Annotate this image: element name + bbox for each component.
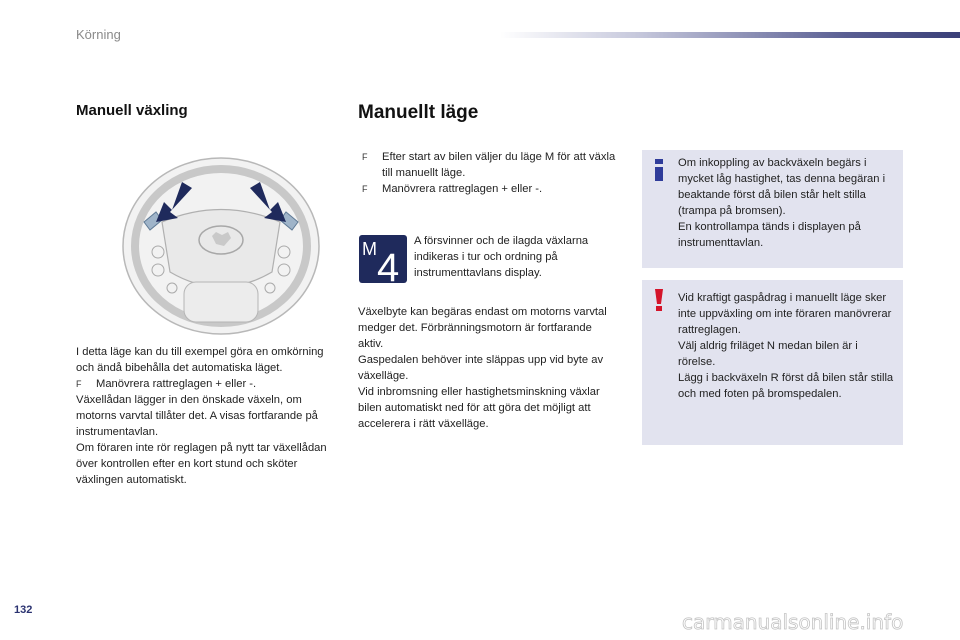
bullet-mark: F: [362, 184, 368, 194]
header-gradient-bar: [500, 32, 960, 38]
bullet-text: Efter start av bilen väljer du läge M för att växla till manuellt läge.: [382, 151, 616, 179]
paragraph: Växelbyte kan begäras endast om motorns varvtal medger det. Förbränningsmotorn är fortfarande aktiv.: [358, 306, 607, 350]
paragraph: Gaspedalen behöver inte släppas upp vid byte av växelläge.: [358, 354, 604, 382]
display-mode-letter: M: [362, 239, 377, 259]
warning-paragraph: Lägg i backväxeln R först då bilen står stilla och med foten på bromspedalen.: [678, 372, 894, 400]
paragraph: Växellådan lägger in den önskade växeln, om motorns varvtal tillåter det. A visas fortfarande på instrumentavlan.: [76, 394, 318, 438]
bullet-text: Manövrera rattreglagen + eller -.: [96, 378, 257, 390]
info-note-text: [678, 155, 896, 251]
bullet-text: Manövrera rattreglagen + eller -.: [382, 183, 543, 195]
gear-display-description: A försvinner och de ilagda växlarna indikeras i tur och ordning på instrumenttavlans display.: [414, 235, 589, 279]
warning-note-box: [642, 280, 903, 445]
info-paragraph: Om inkoppling av backväxeln begärs i mycket låg hastighet, tas denna begäran i beaktande först då bilen står helt stilla (trampa på bromsen).: [678, 157, 886, 217]
steering-wheel-illustration: [112, 152, 330, 336]
paragraph: Vid inbromsning eller hastighetsminskning växlar bilen automatiskt ned för att göra det möjligt att accelerera i rätt växelläge.: [358, 386, 600, 430]
bullet-mark: F: [76, 379, 82, 389]
bullet-item: [362, 149, 622, 181]
info-note-box: [642, 150, 903, 268]
info-paragraph: En kontrollampa tänds i displayen på instrumenttavlan.: [678, 221, 861, 249]
middle-body-text: [358, 304, 618, 432]
paragraph: Om föraren inte rör reglagen på nytt tar växellådan över kontrollen efter en kort stund och sköter växlingen automatiskt.: [76, 442, 327, 486]
gear-display-graphic: [359, 235, 407, 283]
section-title-manuell-vaxling: Manuell växling: [76, 102, 188, 119]
exclamation-icon: [650, 288, 668, 312]
display-gear-number: 4: [377, 246, 400, 283]
chapter-title: Körning: [76, 27, 121, 42]
bullet-item: [76, 376, 334, 392]
warning-note-text: [678, 290, 896, 402]
bullet-item: [362, 181, 622, 197]
left-body-text: [76, 344, 334, 488]
section-title-manuellt-lage: Manuellt läge: [358, 102, 479, 123]
paragraph: I detta läge kan du till exempel göra en omkörning och ändå bibehålla det automatiska läget.: [76, 346, 324, 374]
bullet-mark: F: [362, 152, 368, 162]
warning-paragraph: Vid kraftigt gaspådrag i manuellt läge sker inte uppväxling om inte föraren manövrerar rattreglagen.: [678, 292, 892, 336]
watermark-text: carmanualsonline.info: [682, 610, 904, 634]
warning-paragraph: Välj aldrig friläget N medan bilen är i rörelse.: [678, 340, 858, 368]
watermark-logo: [682, 610, 952, 634]
info-icon: [650, 158, 668, 182]
gear-display-m4: [359, 235, 407, 283]
middle-bullet-list: [362, 149, 622, 197]
page-number: 132: [14, 604, 33, 616]
